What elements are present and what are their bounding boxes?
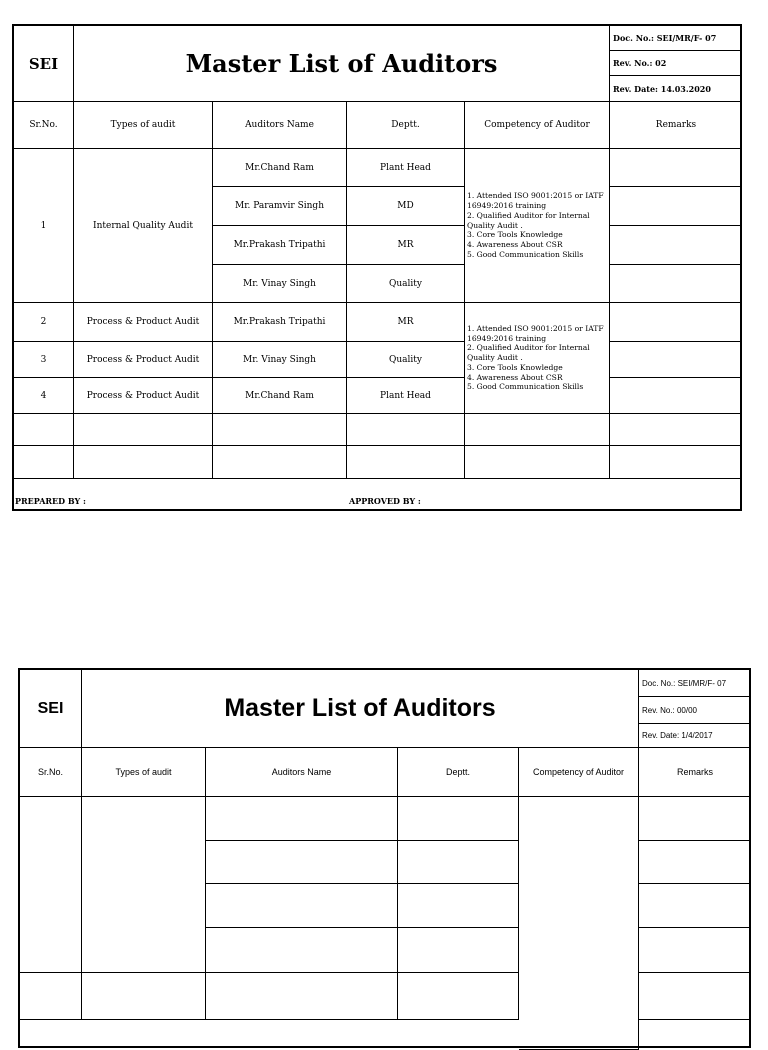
competency-cell <box>465 303 610 414</box>
auditor-name-cell: Mr.Chand Ram <box>213 149 347 187</box>
empty-cell <box>639 884 751 928</box>
revision-number: Rev. No.: 00/00 <box>639 697 751 724</box>
empty-cell <box>213 446 347 479</box>
company-name: SEI <box>14 26 74 102</box>
col-header-auditor-name: Auditors Name <box>206 748 398 797</box>
empty-cell <box>398 797 519 841</box>
department-cell: Quality <box>347 265 465 303</box>
empty-cell <box>82 973 206 1020</box>
empty-cell <box>347 446 465 479</box>
auditor-form-template <box>18 668 751 1048</box>
empty-cell <box>465 414 610 446</box>
remarks-cell <box>610 226 742 265</box>
competency-line: 2. Qualified Auditor for Internal Quality Audit . <box>467 343 590 363</box>
revision-date: Rev. Date: 14.03.2020 <box>610 76 742 102</box>
department-cell: Quality <box>347 342 465 378</box>
department-cell: MD <box>347 187 465 226</box>
remarks-cell <box>610 342 742 378</box>
col-header-department: Deptt. <box>347 102 465 149</box>
remarks-cell <box>610 265 742 303</box>
empty-cell <box>398 841 519 884</box>
empty-cell <box>519 797 639 1050</box>
empty-cell <box>398 884 519 928</box>
revision-date: Rev. Date: 1/4/2017 <box>639 724 751 748</box>
empty-cell <box>347 414 465 446</box>
empty-cell <box>398 928 519 973</box>
empty-cell <box>639 841 751 884</box>
col-header-department: Deptt. <box>398 748 519 797</box>
remarks-cell <box>610 149 742 187</box>
sr-no-cell: 4 <box>14 378 74 414</box>
department-cell: MR <box>347 226 465 265</box>
col-header-audit-type: Types of audit <box>74 102 213 149</box>
col-header-remarks: Remarks <box>639 748 751 797</box>
competency-line: 3. Core Tools Knowledge <box>467 362 563 372</box>
audit-type-cell: Process & Product Audit <box>74 303 213 342</box>
empty-cell <box>82 797 206 973</box>
form-title: Master List of Auditors <box>82 670 639 748</box>
col-header-competency: Competency of Auditor <box>519 748 639 797</box>
auditor-name-cell: Mr. Vinay Singh <box>213 265 347 303</box>
empty-cell <box>206 797 398 841</box>
col-header-competency: Competency of Auditor <box>465 102 610 149</box>
auditor-name-cell: Mr. Paramvir Singh <box>213 187 347 226</box>
col-header-sr-no: Sr.No. <box>14 102 74 149</box>
auditor-name-cell: Mr.Prakash Tripathi <box>213 303 347 342</box>
empty-cell <box>74 414 213 446</box>
empty-cell <box>20 973 82 1020</box>
empty-cell <box>213 414 347 446</box>
competency-line: 4. Awareness About CSR <box>467 240 563 250</box>
empty-cell <box>610 446 742 479</box>
empty-cell <box>14 446 74 479</box>
col-header-remarks: Remarks <box>610 102 742 149</box>
auditor-name-cell: Mr.Prakash Tripathi <box>213 226 347 265</box>
competency-line: 5. Good Communication Skills <box>467 382 584 392</box>
competency-line: 2. Qualified Auditor for Internal Quality Audit . <box>467 210 590 230</box>
remarks-cell <box>610 187 742 226</box>
empty-cell <box>74 446 213 479</box>
remarks-cell <box>610 303 742 342</box>
competency-line: 1. Attended ISO 9001:2015 or IATF 16949:2016 training <box>467 191 604 210</box>
competency-line: 5. Good Communication Skills <box>467 249 584 259</box>
audit-type-cell: Process & Product Audit <box>74 378 213 414</box>
auditor-name-cell: Mr. Vinay Singh <box>213 342 347 378</box>
doc-number: Doc. No.: SEI/MR/F- 07 <box>610 26 742 51</box>
empty-cell <box>206 884 398 928</box>
audit-type-cell: Process & Product Audit <box>74 342 213 378</box>
col-header-sr-no: Sr.No. <box>20 748 82 797</box>
form-title: Master List of Auditors <box>74 26 610 102</box>
competency-line: 3. Core Tools Knowledge <box>467 230 563 240</box>
remarks-cell <box>610 378 742 414</box>
revision-number: Rev. No.: 02 <box>610 51 742 76</box>
competency-line: 1. Attended ISO 9001:2015 or IATF 16949:2016 training <box>467 323 604 343</box>
col-header-auditor-name: Auditors Name <box>213 102 347 149</box>
empty-cell <box>14 414 74 446</box>
empty-cell <box>206 973 398 1020</box>
empty-cell <box>206 841 398 884</box>
empty-cell <box>206 928 398 973</box>
approved-by-label: APPROVED BY : <box>349 496 421 506</box>
empty-cell <box>465 446 610 479</box>
col-header-audit-type: Types of audit <box>82 748 206 797</box>
sr-no-cell: 3 <box>14 342 74 378</box>
department-cell: Plant Head <box>347 149 465 187</box>
empty-cell <box>639 973 751 1020</box>
auditor-form-current <box>12 24 742 511</box>
sr-no-cell: 2 <box>14 303 74 342</box>
auditor-name-cell: Mr.Chand Ram <box>213 378 347 414</box>
sr-no-cell: 1 <box>14 149 74 303</box>
empty-cell <box>398 973 519 1020</box>
empty-cell <box>639 797 751 841</box>
prepared-by-label: PREPARED BY : <box>15 496 86 506</box>
empty-cell <box>639 928 751 973</box>
company-name: SEI <box>20 670 82 748</box>
empty-cell <box>20 797 82 973</box>
audit-type-cell: Internal Quality Audit <box>74 149 213 303</box>
competency-cell <box>465 149 610 303</box>
department-cell: Plant Head <box>347 378 465 414</box>
department-cell: MR <box>347 303 465 342</box>
competency-line: 4. Awareness About CSR <box>467 372 563 382</box>
empty-cell <box>610 414 742 446</box>
doc-number: Doc. No.: SEI/MR/F- 07 <box>639 670 751 697</box>
